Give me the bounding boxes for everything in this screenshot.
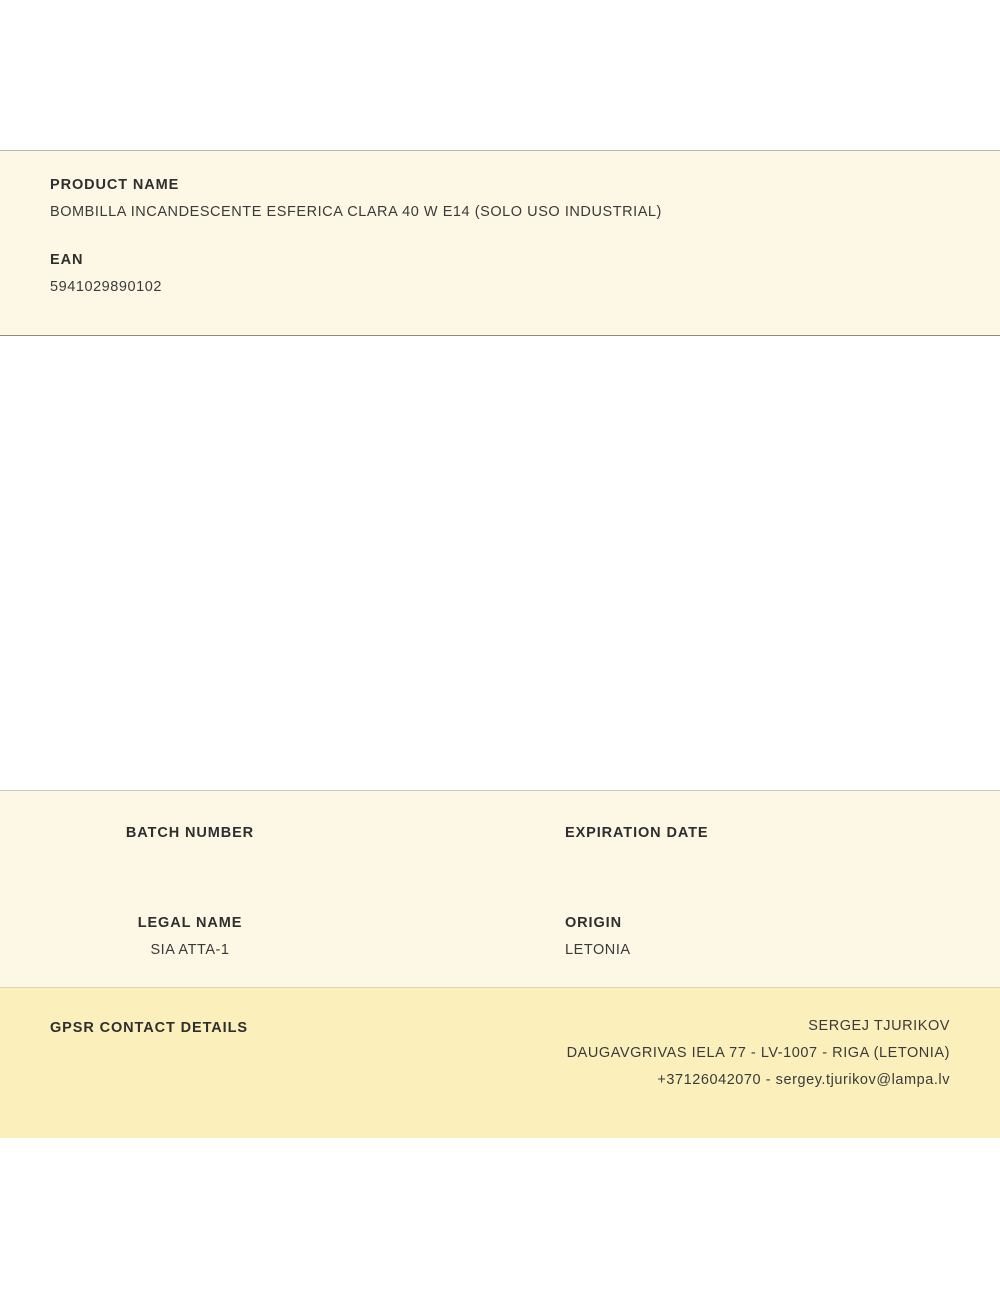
details-row-legal-origin <box>0 915 1000 959</box>
batch-number-field <box>0 825 450 869</box>
ean-field <box>50 252 950 295</box>
batch-number-label: BATCH NUMBER <box>125 825 255 841</box>
expiration-date-label: EXPIRATION DATE <box>565 825 709 841</box>
product-header-block <box>0 150 1000 336</box>
product-name-field <box>50 177 950 220</box>
origin-label: ORIGIN <box>565 915 622 931</box>
gpsr-contact-label: GPSR CONTACT DETAILS <box>50 1020 248 1036</box>
product-name-value: BOMBILLA INCANDESCENTE ESFERICA CLARA 40 W E14 (SOLO USO INDUSTRIAL) <box>50 204 662 220</box>
details-row-batch-expiration <box>0 825 1000 869</box>
expiration-date-field <box>450 825 1000 869</box>
gpsr-contact-block <box>0 988 1000 1138</box>
expiration-date-value <box>565 852 1000 869</box>
legal-name-field <box>0 915 450 959</box>
gpsr-contact-name: SERGEJ TJURIKOV <box>808 1018 950 1034</box>
batch-number-value <box>0 852 380 869</box>
blank-footer-area <box>0 1138 1000 1300</box>
gpsr-contact-address: DAUGAVGRIVAS IELA 77 - LV-1007 - RIGA (LETONIA) <box>566 1045 950 1061</box>
origin-field <box>450 915 1000 959</box>
blank-body-area <box>0 336 1000 790</box>
gpsr-contact-lines <box>567 1018 950 1088</box>
product-details-block <box>0 790 1000 988</box>
legal-name-label: LEGAL NAME <box>137 915 243 931</box>
product-name-label: PRODUCT NAME <box>50 177 180 193</box>
origin-value: LETONIA <box>565 942 631 958</box>
gpsr-contact-phone-email: +37126042070 - sergey.tjurikov@lampa.lv <box>657 1072 950 1088</box>
ean-label: EAN <box>50 252 84 268</box>
legal-name-value: SIA ATTA-1 <box>150 942 230 958</box>
ean-value: 5941029890102 <box>50 279 162 295</box>
